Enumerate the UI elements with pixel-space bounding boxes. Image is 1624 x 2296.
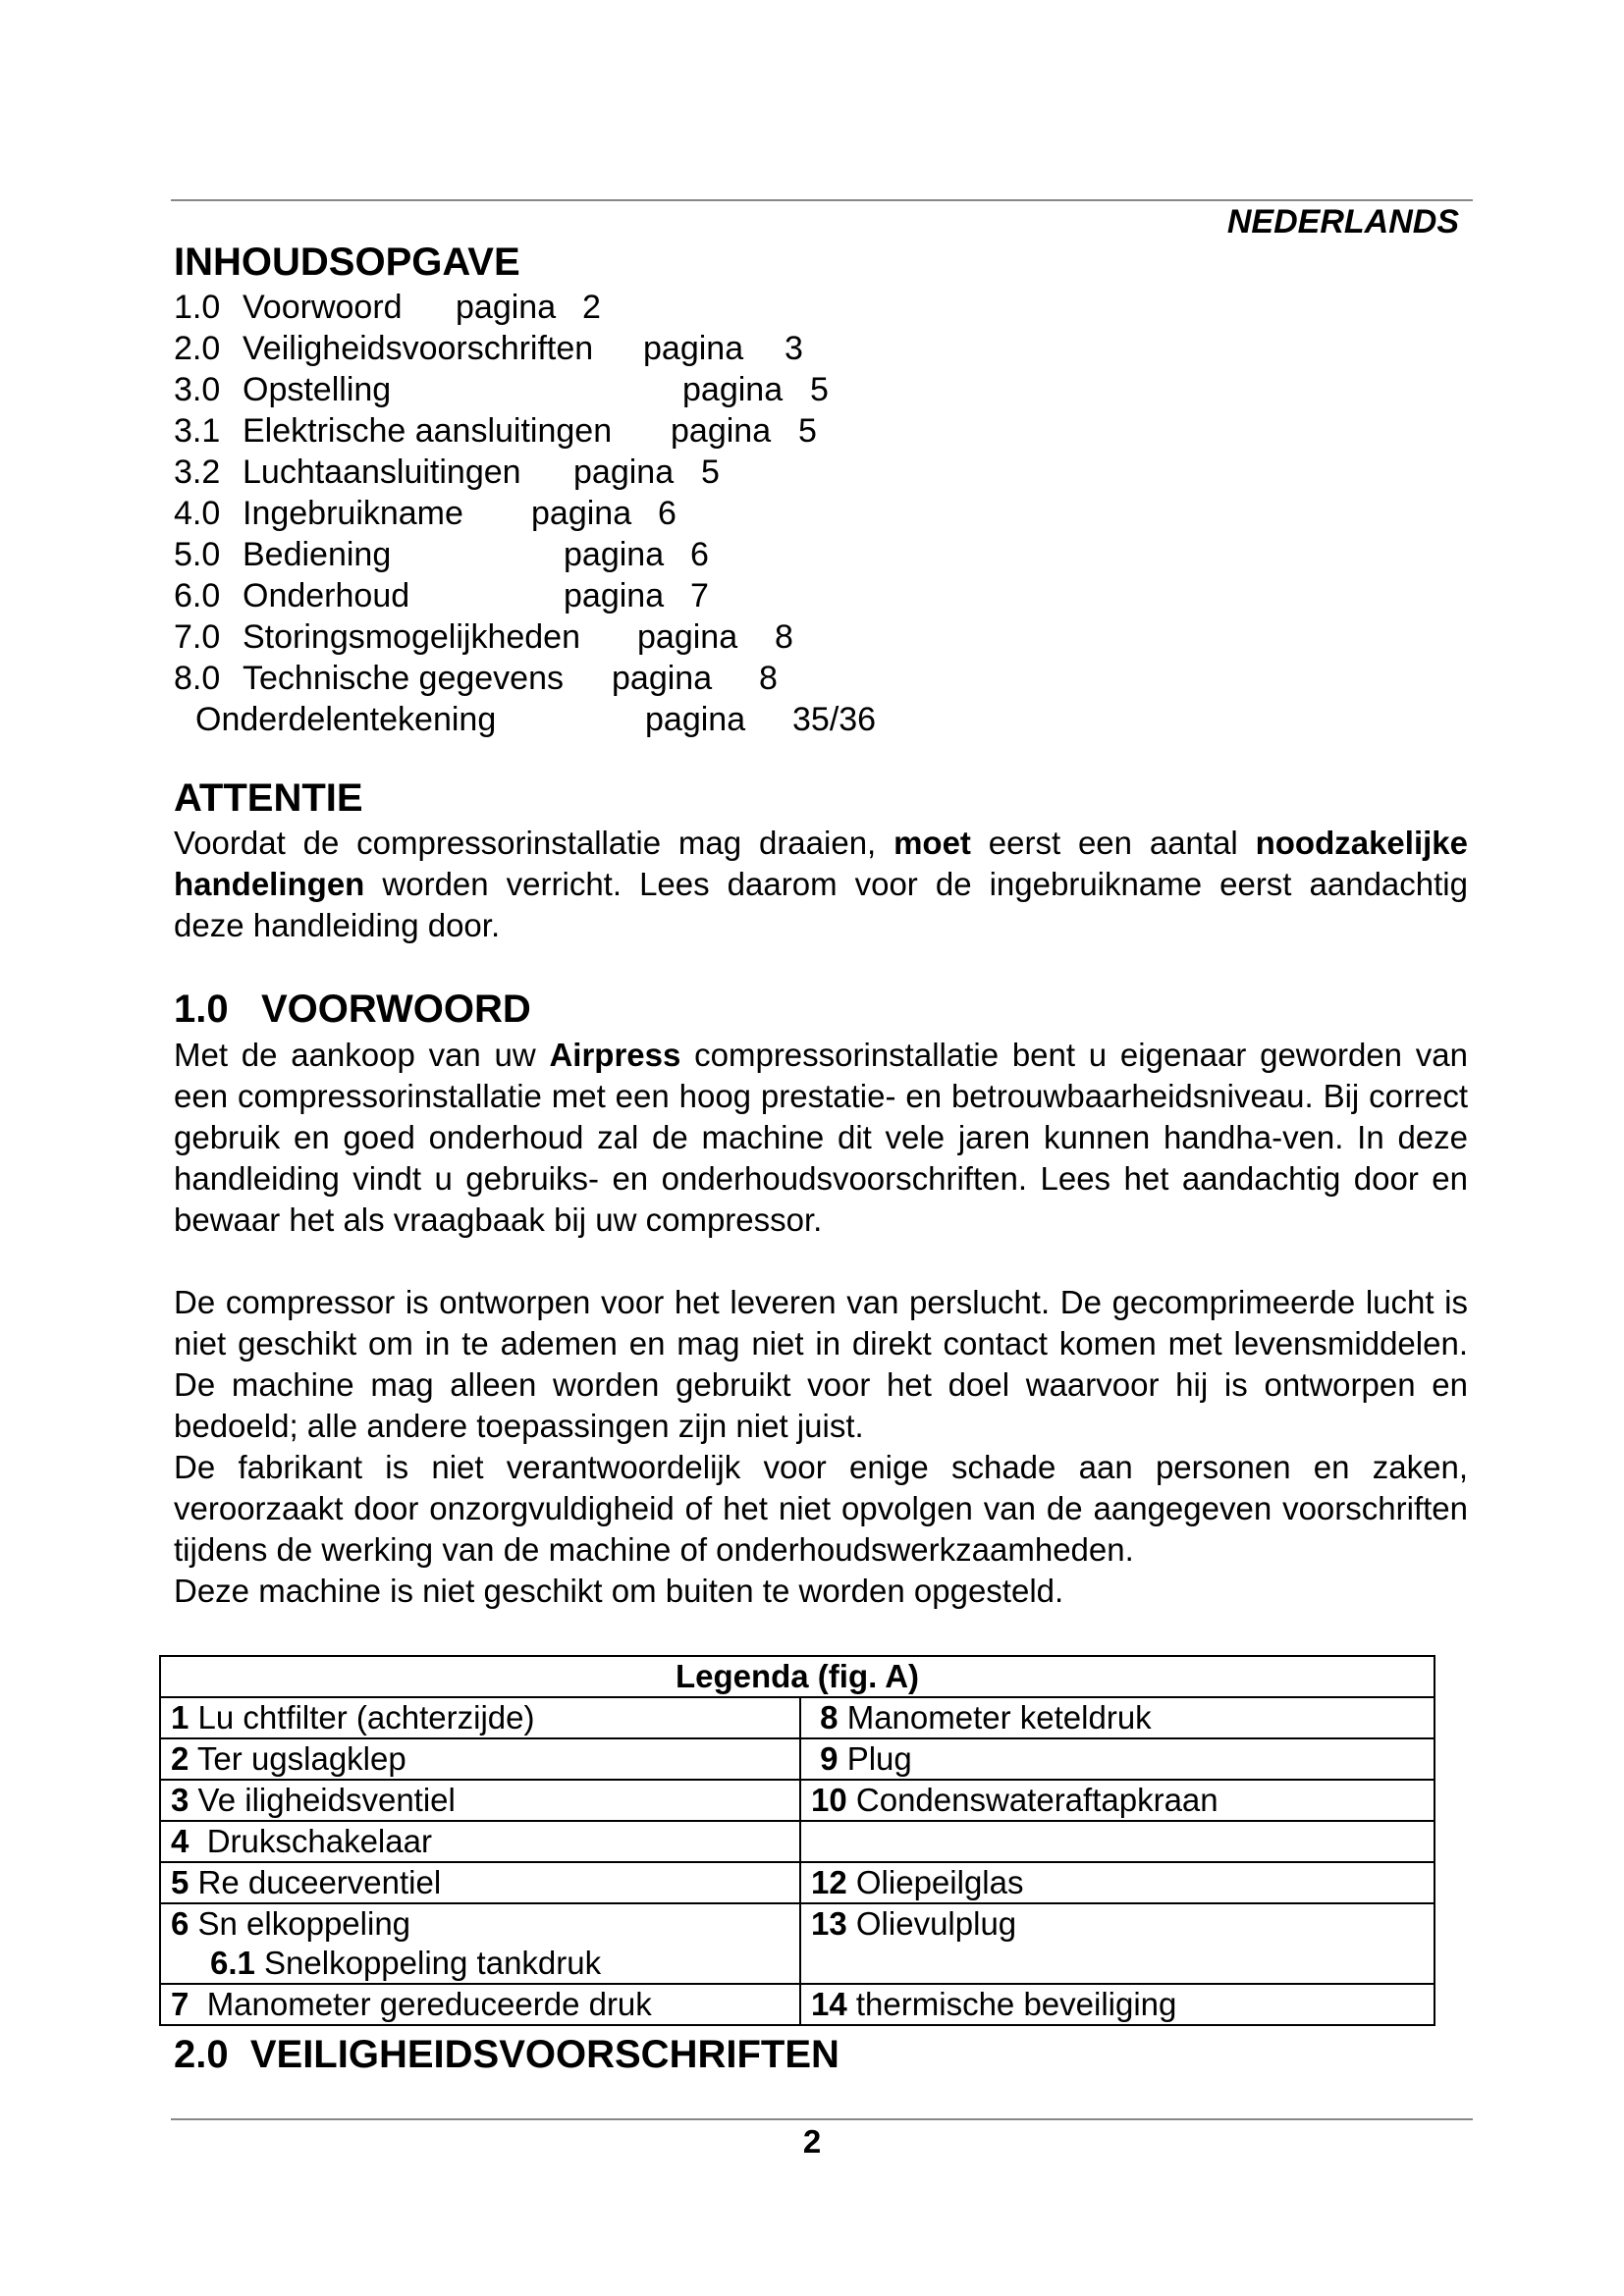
legend-text: Lu chtfilter (achterzijde)	[189, 1699, 535, 1735]
attentie-paragraph	[174, 823, 1468, 946]
toc-item-page: 6	[690, 536, 709, 573]
table-row	[160, 1697, 1435, 1738]
brand-name: Airpress	[549, 1037, 681, 1073]
legend-cell	[160, 1984, 800, 2025]
legend-cell	[800, 1697, 1435, 1738]
toc-item-page-label: pagina	[456, 289, 557, 326]
toc-item-num: 6.0	[174, 577, 221, 614]
toc-item-page-label: pagina	[573, 454, 675, 491]
legend-cell	[160, 1697, 800, 1738]
toc-item-page: 7	[690, 577, 709, 614]
legend-num: 4	[171, 1823, 189, 1859]
table-row	[160, 1862, 1435, 1903]
legend-cell	[800, 1821, 1435, 1862]
legend-text: Oliepeilglas	[846, 1864, 1024, 1900]
toc-item-num: 1.0	[174, 289, 221, 326]
legend-cell	[160, 1821, 800, 1862]
toc-item-page-label: pagina	[671, 412, 772, 450]
toc-item-page-label: pagina	[564, 536, 665, 573]
bottom-divider	[171, 2118, 1473, 2120]
toc-item-page: 5	[798, 412, 817, 450]
toc-item-title: Luchtaansluitingen	[243, 454, 521, 491]
legend-text: Drukschakelaar	[189, 1823, 432, 1859]
toc-item-page: 35/36	[792, 701, 877, 738]
table-row	[160, 1984, 1435, 2025]
toc-item-title: Onderhoud	[243, 577, 410, 614]
legend-cell	[800, 1903, 1435, 1984]
legend-num: 6	[171, 1905, 189, 1942]
safety-heading: 2.0 VEILIGHEIDSVOORSCHRIFTEN	[174, 2033, 839, 2076]
toc-item-page: 8	[775, 618, 793, 656]
legend-text: Ve iligheidsventiel	[189, 1782, 456, 1818]
toc-item-num: 3.1	[174, 412, 221, 450]
legend-text: Plug	[838, 1740, 912, 1777]
voorwoord-heading: 1.0 VOORWOORD	[174, 988, 531, 1031]
legend-num: 8	[811, 1699, 839, 1735]
legend-cell	[160, 1780, 800, 1821]
toc-item-title: Storingsmogelijkheden	[243, 618, 580, 656]
voorwoord-paragraph-1	[174, 1035, 1468, 1241]
legend-num: 10	[811, 1782, 847, 1818]
toc-item-page-label: pagina	[564, 577, 665, 614]
legend-num: 9	[811, 1740, 839, 1777]
toc-item-num: 2.0	[174, 330, 221, 367]
legend-cell	[160, 1862, 800, 1903]
toc-item-page: 6	[658, 495, 677, 532]
attentie-text: worden verricht. Lees daarom voor de ingebruikname eerst aandachtig deze handleiding door.	[174, 866, 1468, 943]
legend-cell	[800, 1862, 1435, 1903]
top-divider	[171, 199, 1473, 201]
legend-sub-text: Snelkoppeling tankdruk	[254, 1945, 602, 1981]
legend-num: 1	[171, 1699, 189, 1735]
attentie-text: Voordat de compressorinstallatie mag draaien,	[174, 825, 894, 861]
table-row	[160, 1903, 1435, 1984]
legend-text: Re duceerventiel	[189, 1864, 442, 1900]
toc-item-page-label: pagina	[531, 495, 632, 532]
legend-num: 14	[811, 1986, 847, 2022]
toc-item-page: 3	[785, 330, 803, 367]
toc-item-page: 2	[582, 289, 601, 326]
legend-text: Olievulplug	[846, 1905, 1017, 1942]
legend-cell	[800, 1780, 1435, 1821]
voorwoord-paragraph-3: De fabrikant is niet verantwoordelijk voor enige schade aan personen en zaken, veroorzaakt door onzorgvuldigheid of het niet opvolgen van de aangegeven voorschriften tijdens de werking van de machine of onderhoudswerkzaamheden.	[174, 1449, 1468, 1568]
legend-text: Condenswateraftapkraan	[846, 1782, 1218, 1818]
legend-num: 3	[171, 1782, 189, 1818]
legend-text: Manometer gereduceerde druk	[189, 1986, 652, 2022]
legend-text: Ter ugslagklep	[189, 1740, 406, 1777]
toc-item-title: Voorwoord	[243, 289, 403, 326]
toc-item-page: 5	[810, 371, 829, 408]
language-label: NEDERLANDS	[1226, 203, 1459, 240]
toc-item-page-label: pagina	[612, 660, 713, 697]
table-row	[160, 1738, 1435, 1780]
voorwoord-paragraph-4: Deze machine is niet geschikt om buiten te worden opgesteld.	[174, 1573, 1064, 1609]
legend-num: 2	[171, 1740, 189, 1777]
legend-title-row	[160, 1656, 1435, 1697]
attentie-bold-actions: noodzakelijke handelingen	[174, 825, 1468, 902]
toc-item-title: Onderdelentekening	[195, 701, 497, 738]
legend-num: 12	[811, 1864, 847, 1900]
attentie-text: eerst een aantal	[970, 825, 1256, 861]
toc-item-page-label: pagina	[637, 618, 738, 656]
voorwoord-text: Met de aankoop van uw	[174, 1037, 550, 1073]
legend-cell	[160, 1903, 800, 1984]
toc-item-num: 4.0	[174, 495, 221, 532]
toc-item-num: 7.0	[174, 618, 221, 656]
toc-item-page-label: pagina	[645, 701, 746, 738]
legend-num: 13	[811, 1905, 847, 1942]
toc-item-title: Ingebruikname	[243, 495, 463, 532]
table-row	[160, 1780, 1435, 1821]
toc-item-num: 5.0	[174, 536, 221, 573]
legend-num: 7	[171, 1986, 189, 2022]
toc-heading: INHOUDSOPGAVE	[174, 240, 520, 284]
toc-item-page: 5	[701, 454, 720, 491]
legend-sub-num: 6.1	[210, 1945, 255, 1981]
attentie-bold-must: moet	[893, 825, 971, 861]
legend-table	[159, 1655, 1435, 2026]
toc-item-num: 8.0	[174, 660, 221, 697]
legend-text: Manometer keteldruk	[838, 1699, 1152, 1735]
toc-item-title: Opstelling	[243, 371, 392, 408]
toc-item-title: Veiligheidsvoorschriften	[243, 330, 594, 367]
voorwoord-text: compressorinstallatie bent u eigenaar geworden van een compressorinstallatie met een hoog prestatie- en betrouwbaarheidsniveau. Bij correct gebruik en goed onderhoud zal de machine dit vele jaren kunnen handha-ven. In deze handleiding vindt u gebruiks- en onderhoudsvoorschriften. Lees het aandachtig door en bewaar het als vraagbaak bij uw compressor.	[174, 1037, 1468, 1238]
toc-item-num: 3.2	[174, 454, 221, 491]
voorwoord-paragraph-2: De compressor is ontworpen voor het leveren van perslucht. De gecomprimeerde lucht is niet geschikt om in te ademen en mag niet in direkt contact komen met levensmiddelen. De machine mag alleen worden gebruikt voor het doel waarvoor hij is ontworpen en bedoeld; alle andere toepassingen zijn niet juist.	[174, 1284, 1468, 1444]
toc-item-page-label: pagina	[682, 371, 784, 408]
legend-text: Sn elkoppeling	[189, 1905, 411, 1942]
legend-cell	[800, 1738, 1435, 1780]
table-row	[160, 1821, 1435, 1862]
legend-title: Legenda (fig. A)	[160, 1656, 1435, 1697]
toc-item-page-label: pagina	[643, 330, 744, 367]
legend-cell	[160, 1738, 800, 1780]
toc-item-num: 3.0	[174, 371, 221, 408]
legend-text: thermische beveiliging	[846, 1986, 1177, 2022]
toc-item-title: Bediening	[243, 536, 392, 573]
legend-num: 5	[171, 1864, 189, 1900]
toc-item-page: 8	[759, 660, 778, 697]
toc-item-title: Elektrische aansluitingen	[243, 412, 613, 450]
legend-cell	[800, 1984, 1435, 2025]
toc-item-title: Technische gegevens	[243, 660, 565, 697]
attentie-heading: ATTENTIE	[174, 776, 363, 820]
page-number: 2	[802, 2123, 822, 2160]
